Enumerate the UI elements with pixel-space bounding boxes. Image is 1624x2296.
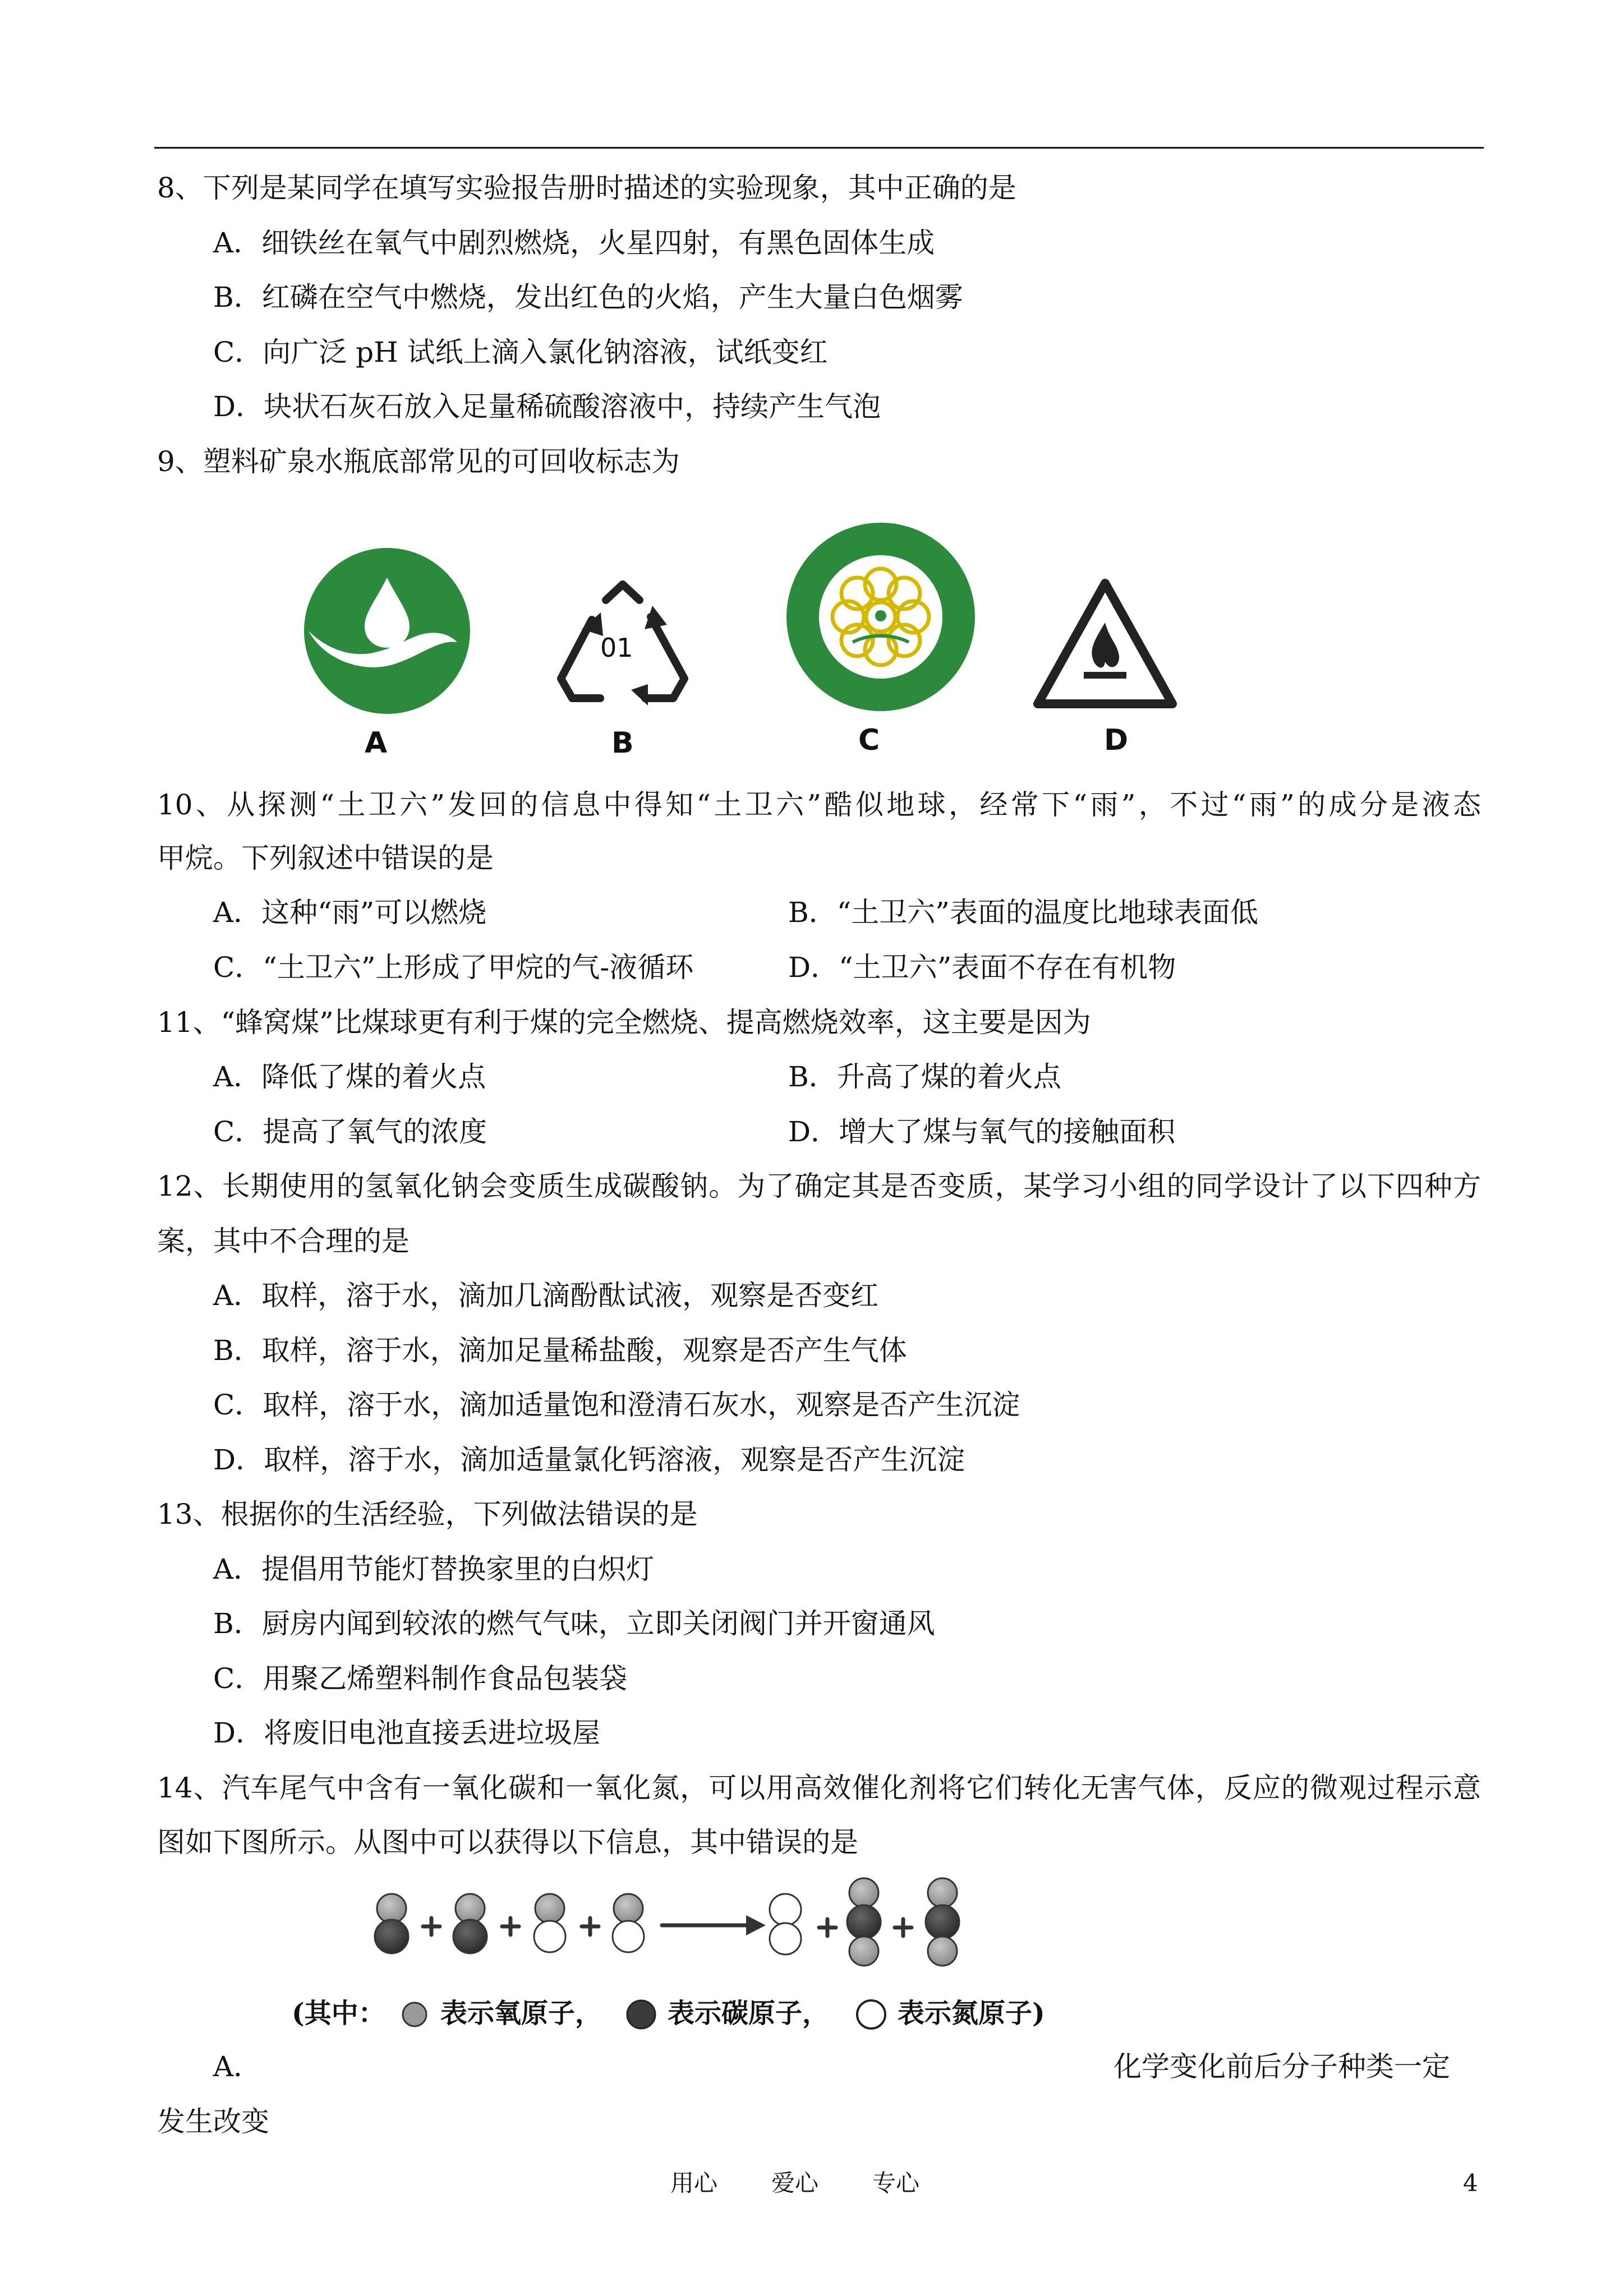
- water-saving-emblem-icon: [303, 547, 471, 715]
- question-10-option-b: B．“土卫六”表面的温度比地球表面低: [788, 896, 1258, 929]
- carbon-atom: [375, 1920, 408, 1953]
- oxygen-atom: [928, 1878, 957, 1907]
- logo-label-a: A: [365, 726, 388, 760]
- legend-carbon: 表示碳原子，: [668, 1998, 830, 2029]
- question-12-option-c: C．取样，溶于水，滴加适量饱和澄清石灰水，观察是否产生沉淀: [213, 1389, 1020, 1421]
- footer-slogan-1: 用心: [670, 2169, 718, 2197]
- question-11-option-b: B．升高了煤的着火点: [788, 1061, 1061, 1093]
- question-13-option-b: B．厨房内闻到较浓的燃气气味，立即关闭阀门并开窗通风: [213, 1607, 935, 1640]
- nitrogen-atom: [770, 1923, 801, 1954]
- reaction-diagram: [359, 1876, 1055, 2016]
- logo-label-c: C: [858, 723, 880, 757]
- flammable-warning-icon: [1032, 578, 1178, 709]
- question-11-stem: 11、“蜂窝煤”比煤球更有利于煤的完全燃烧、提高燃烧效率，这主要是因为: [157, 1006, 1091, 1039]
- question-10-stem-line-1: 10、从探测“土卫六”发回的信息中得知“土卫六”酷似地球，经常下“雨”，不过“雨”的成分是液态: [157, 789, 1481, 821]
- question-14-option-a-label: A．: [213, 2050, 262, 2083]
- page-number: 4: [1463, 2169, 1478, 2197]
- question-13-option-a: A．提倡用节能灯替换家里的白炽灯: [213, 1553, 655, 1585]
- question-8-option-c: C．向广泛 pH 试纸上滴入氯化钠溶液，试纸变红: [213, 336, 828, 368]
- question-12-option-b: B．取样，溶于水，滴加足量稀盐酸，观察是否产生气体: [213, 1334, 907, 1367]
- question-10-option-a: A．这种“雨”可以燃烧: [213, 896, 487, 929]
- question-14-option-a-text-1: 化学变化前后分子种类一定: [1114, 2050, 1450, 2083]
- footer-slogan-3: 专心: [872, 2169, 920, 2197]
- question-14-option-a-text-2: 发生改变: [157, 2105, 269, 2138]
- question-11-option-a: A．降低了煤的着火点: [213, 1061, 486, 1093]
- environmental-label-icon: [785, 522, 976, 712]
- nitrogen-atom: [770, 1894, 801, 1925]
- oxygen-atom: [849, 1937, 878, 1966]
- question-10-stem-line-2: 甲烷。下列叙述中错误的是: [157, 842, 494, 874]
- question-11-option-c: C．提高了氧气的浓度: [213, 1115, 487, 1148]
- question-13-stem: 13、根据你的生活经验，下列做法错误的是: [157, 1498, 698, 1530]
- logo-label-b: B: [611, 726, 634, 760]
- carbon-atom: [453, 1920, 487, 1953]
- oxygen-atom: [377, 1894, 406, 1923]
- question-10-option-c: C．“土卫六”上形成了甲烷的气-液循环: [213, 951, 694, 984]
- question-12-option-a: A．取样，溶于水，滴加几滴酚酞试液，观察是否变红: [213, 1279, 879, 1312]
- question-12-stem-line-2: 案，其中不合理的是: [157, 1225, 410, 1257]
- carbon-atom: [847, 1905, 881, 1939]
- legend-prefix: (其中：: [292, 1998, 385, 2029]
- header-rule: [154, 147, 1484, 149]
- question-12-stem-line-1: 12、长期使用的氢氧化钠会变质生成碳酸钠。为了确定其是否变质，某学习小组的同学设计了以下四种方: [157, 1170, 1481, 1202]
- arrow-head: [746, 1915, 766, 1935]
- question-14-stem-line-2: 图如下图所示。从图中可以获得以下信息，其中错误的是: [157, 1826, 858, 1859]
- question-10-option-d: D．“土卫六”表面不存在有机物: [788, 951, 1176, 984]
- oxygen-atom: [456, 1894, 485, 1923]
- oxygen-atom: [928, 1937, 957, 1966]
- question-12-option-d: D．取样，溶于水，滴加适量氯化钙溶液，观察是否产生沉淀: [213, 1444, 965, 1476]
- logo-label-d: D: [1104, 723, 1129, 757]
- oxygen-atom: [614, 1894, 643, 1923]
- question-9-stem: 9、塑料矿泉水瓶底部常见的可回收标志为: [157, 445, 680, 478]
- nitrogen-atom: [613, 1921, 644, 1952]
- nitrogen-atom: [534, 1921, 565, 1952]
- question-8-option-d: D．块状石灰石放入足量稀硫酸溶液中，持续产生气泡: [213, 390, 881, 423]
- legend-oxygen: 表示氧原子，: [440, 1998, 602, 2029]
- question-8-option-a: A．细铁丝在氧气中剧烈燃烧，火星四射，有黑色固体生成: [213, 227, 935, 259]
- legend-nitrogen: 表示氮原子): [898, 1998, 1045, 2029]
- question-14-stem-line-1: 14、汽车尾气中含有一氧化碳和一氧化氮，可以用高效催化剂将它们转化无害气体，反应的微观过程示意: [157, 1772, 1481, 1804]
- footer-slogan-2: 爱心: [771, 2169, 819, 2197]
- oxygen-atom: [535, 1894, 564, 1923]
- oxygen-legend-icon: [401, 2001, 428, 2028]
- question-13-option-d: D．将废旧电池直接丢进垃圾屋: [213, 1717, 601, 1749]
- carbon-atom: [926, 1905, 959, 1939]
- oxygen-atom: [849, 1878, 878, 1907]
- nitrogen-legend-icon: [855, 1999, 887, 2030]
- question-13-option-c: C．用聚乙烯塑料制作食品包装袋: [213, 1662, 628, 1695]
- question-8-option-b: B．红磷在空气中燃烧，发出红色的火焰，产生大量白色烟雾: [213, 281, 963, 313]
- recycle-code-label: 01: [600, 633, 633, 663]
- carbon-legend-icon: [625, 1999, 657, 2030]
- question-8-stem: 8、下列是某同学在填写实验报告册时描述的实验现象，其中正确的是: [157, 172, 1016, 204]
- question-11-option-d: D．增大了煤与氧气的接触面积: [788, 1115, 1176, 1148]
